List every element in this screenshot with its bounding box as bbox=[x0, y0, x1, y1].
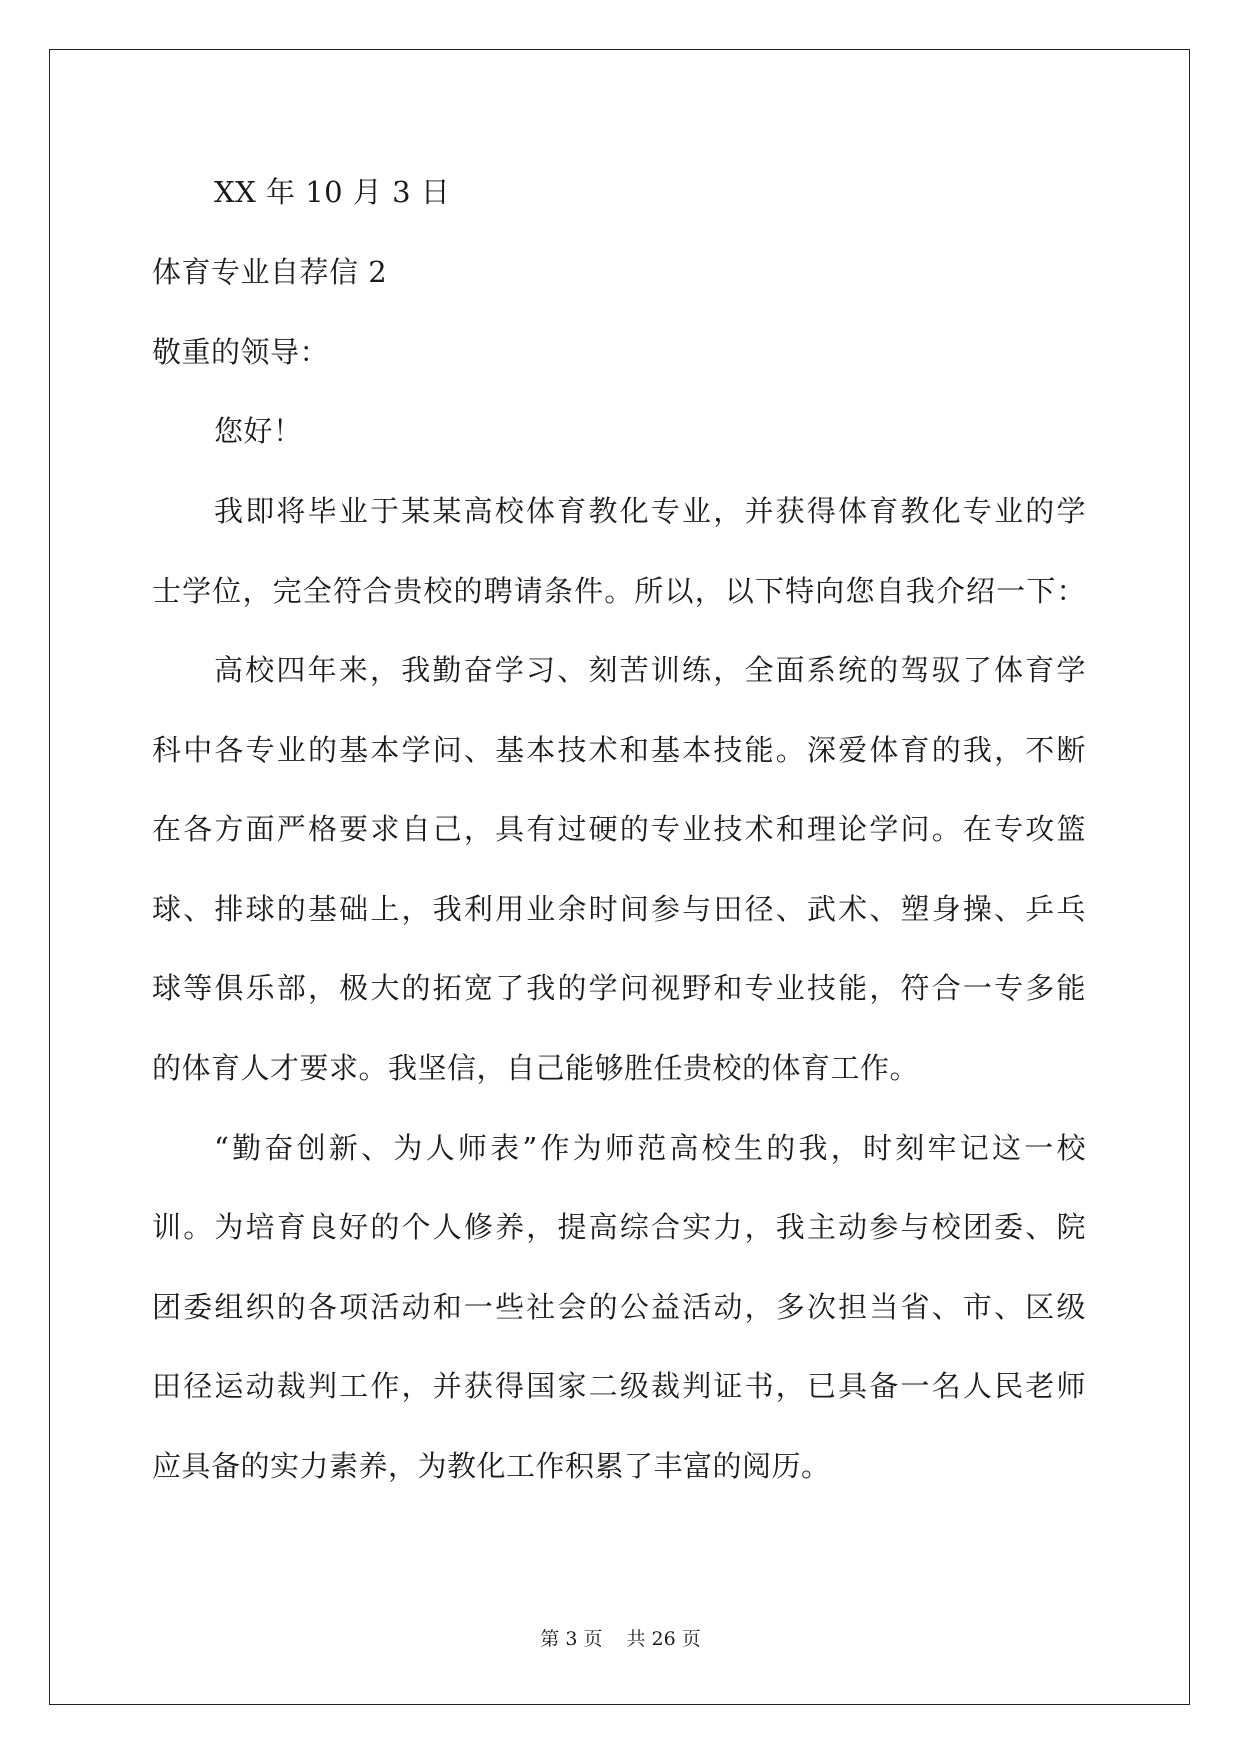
page-number: 第 3 页 bbox=[540, 1628, 603, 1650]
page-footer bbox=[0, 1627, 1241, 1651]
paragraph-3-line-1: “勤奋创新、为人师表”作为师范高校生的我，时刻牢记这一校 bbox=[214, 1131, 1086, 1165]
paragraph-3-line-3: 团委组织的各项活动和一些社会的公益活动，多次担当省、市、区级 bbox=[152, 1290, 1086, 1324]
paragraph-2-line-2: 科中各专业的基本学问、基本技术和基本技能。深爱体育的我，不断 bbox=[152, 733, 1086, 767]
paragraph-2-line-3: 在各方面严格要求自己，具有过硬的专业技术和理论学问。在专攻篮 bbox=[152, 812, 1086, 846]
paragraph-2-line-6: 的体育人才要求。我坚信，自己能够胜任贵校的体育工作。 bbox=[152, 1051, 920, 1085]
paragraph-3-line-5: 应具备的实力素养，为教化工作积累了丰富的阅历。 bbox=[152, 1449, 831, 1483]
paragraph-2-line-4: 球、排球的基础上，我利用业余时间参与田径、武术、塑身操、乒乓 bbox=[152, 892, 1086, 926]
paragraph-3-line-2: 训。为培育良好的个人修养，提高综合实力，我主动参与校团委、院 bbox=[152, 1210, 1086, 1244]
paragraph-1-line-2: 士学位，完全符合贵校的聘请条件。所以，以下特向您自我介绍一下： bbox=[152, 574, 1086, 608]
paragraph-1-line-1: 我即将毕业于某某高校体育教化专业，并获得体育教化专业的学 bbox=[214, 494, 1086, 528]
page-total: 共 26 页 bbox=[626, 1628, 701, 1650]
document-title: 体育专业自荐信 2 bbox=[152, 255, 388, 289]
date-line: XX 年 10 月 3 日 bbox=[214, 175, 451, 209]
paragraph-3-line-4: 田径运动裁判工作，并获得国家二级裁判证书，已具备一名人民老师 bbox=[152, 1369, 1086, 1403]
paragraph-2-line-5: 球等俱乐部，极大的拓宽了我的学问视野和专业技能，符合一专多能 bbox=[152, 971, 1086, 1005]
salutation: 敬重的领导： bbox=[152, 335, 330, 369]
paragraph-2-line-1: 高校四年来，我勤奋学习、刻苦训练，全面系统的驾驭了体育学 bbox=[214, 653, 1086, 687]
greeting: 您好！ bbox=[214, 414, 303, 448]
